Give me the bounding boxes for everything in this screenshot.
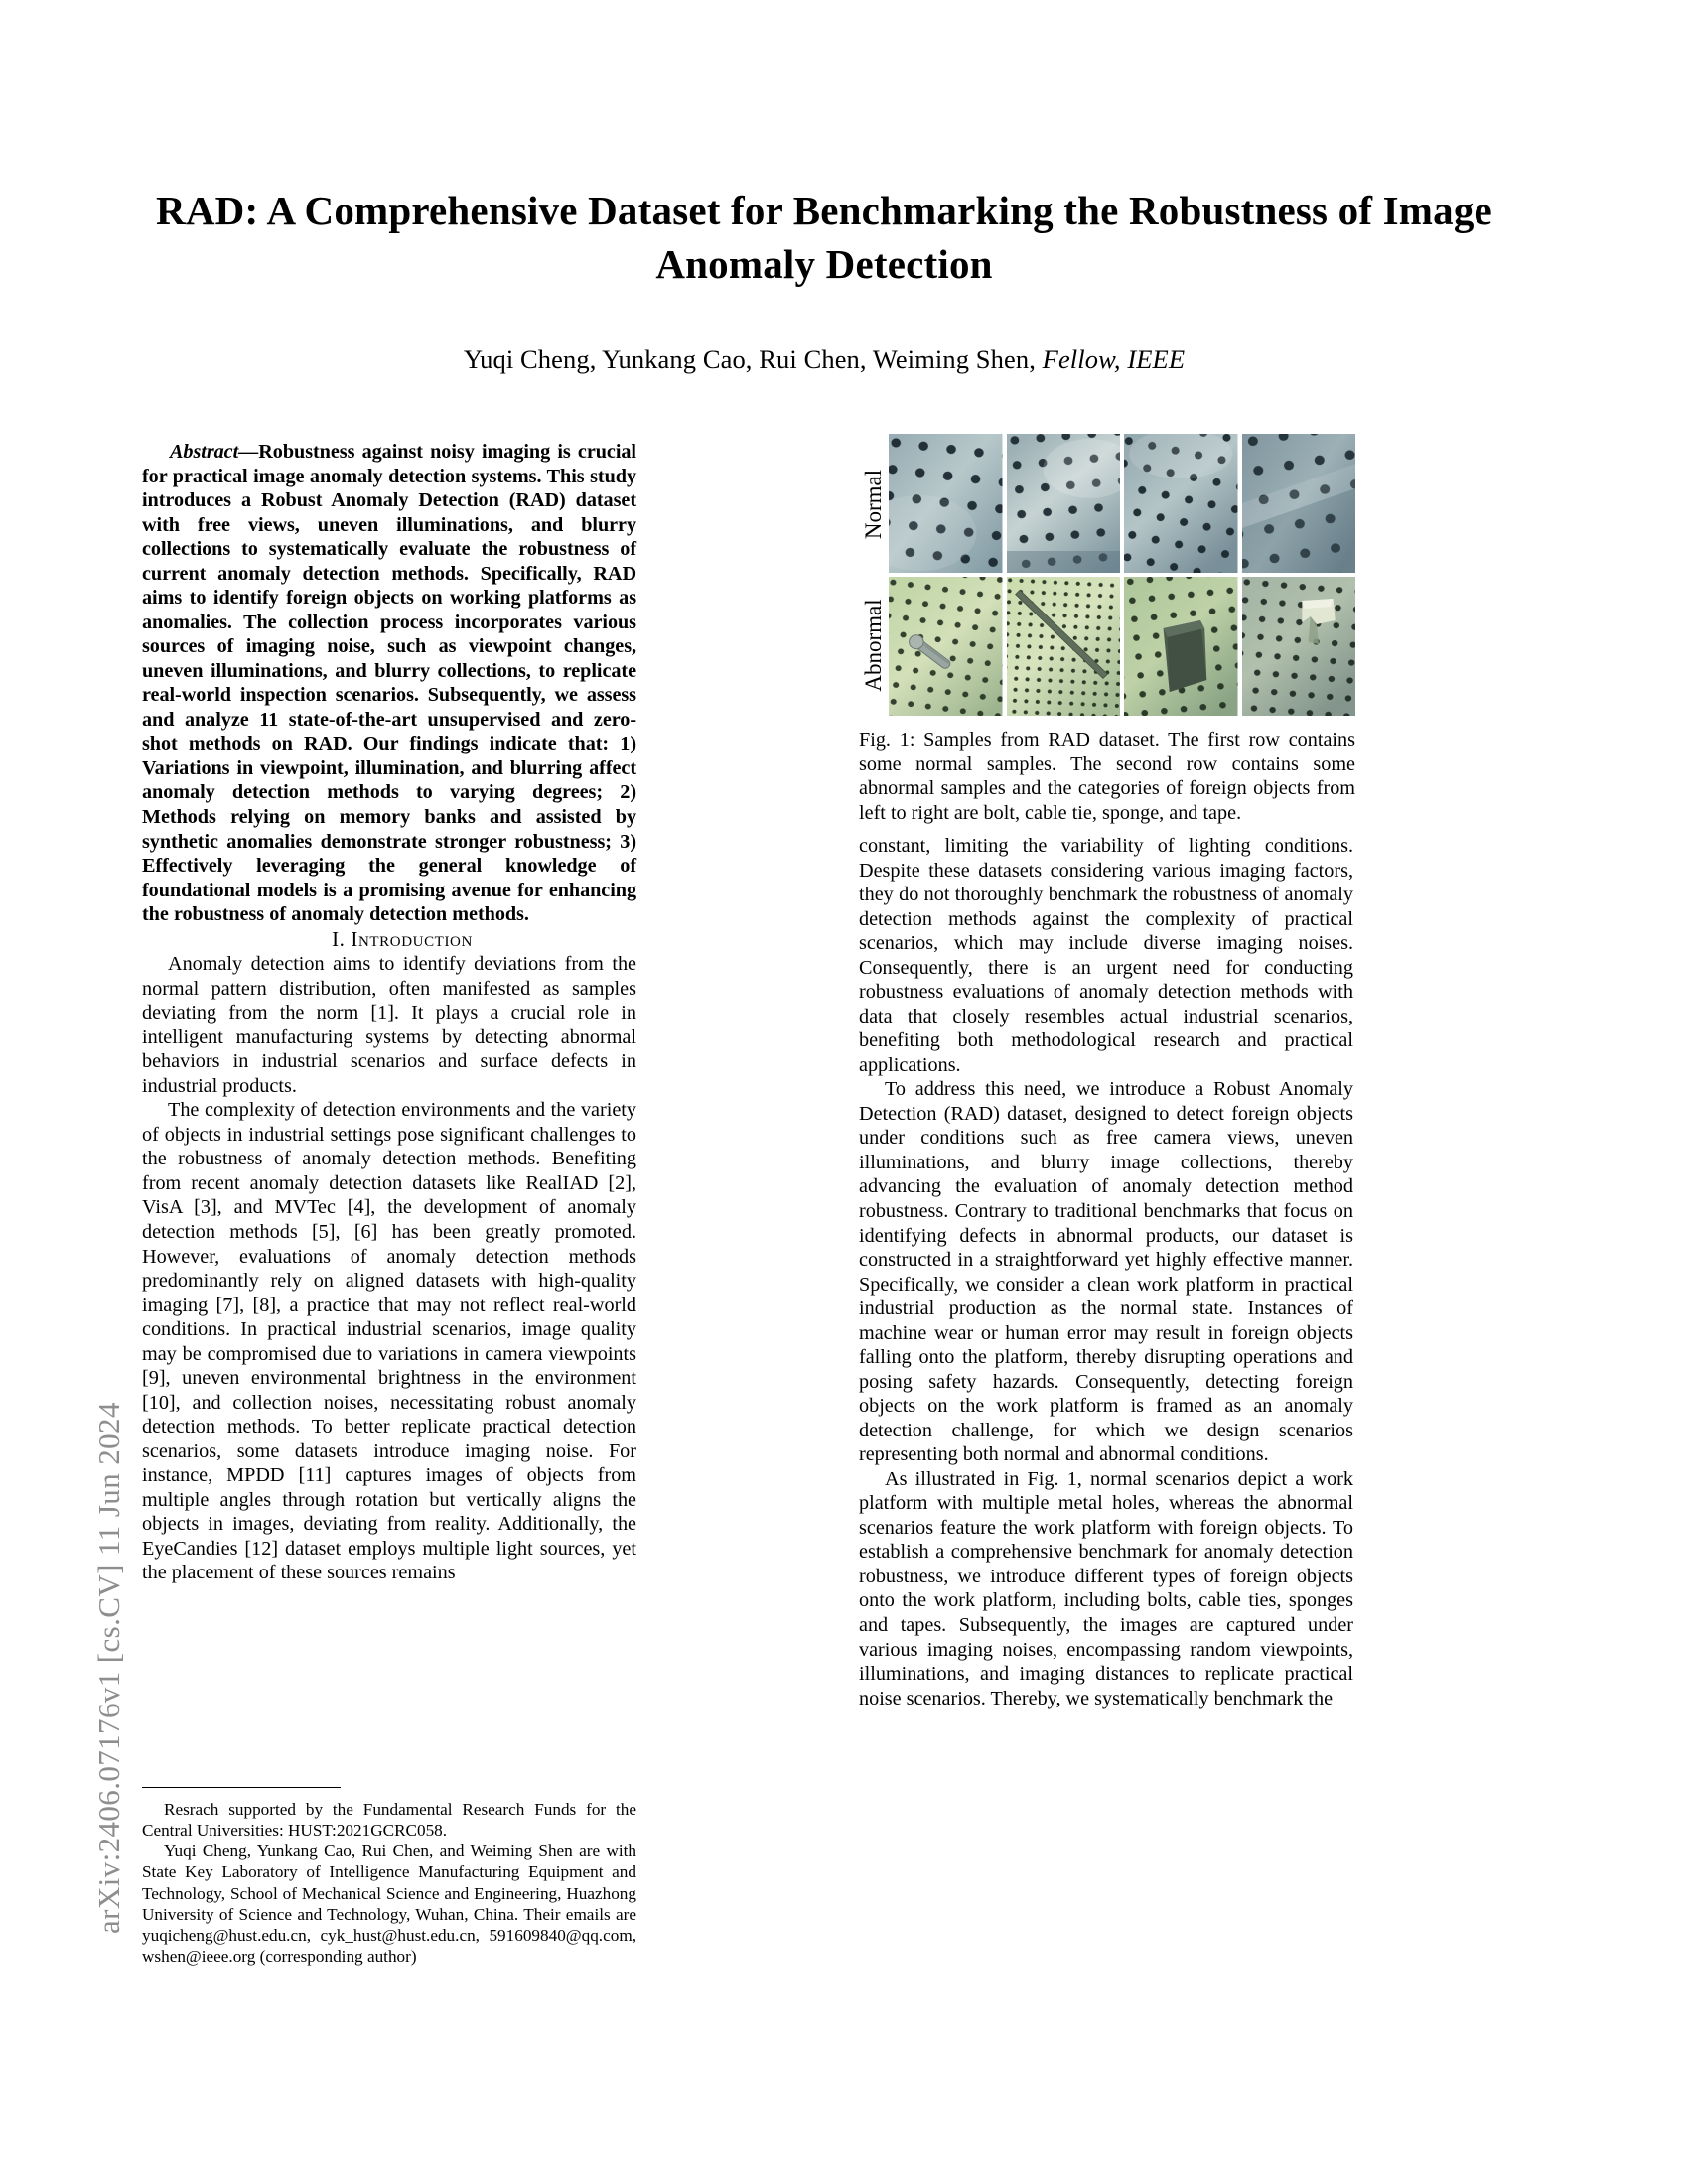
figure-row-abnormal — [889, 577, 1355, 716]
body-paragraph: Anomaly detection aims to identify deviations from the normal pattern distribution, often manifested as samples deviating from the norm [1]. It plays a crucial role in intelligent manufacturing systems by detecting abnormal behaviors in industrial scenarios and surface defects in industrial products. — [142, 953, 636, 1097]
figure-row-label-normal-text: Normal — [861, 469, 886, 540]
figure-row-label-abnormal-text: Abnormal — [861, 599, 886, 692]
author-line — [119, 344, 1529, 375]
body-paragraph: constant, limiting the variability of lighting conditions. Despite these datasets considering various imaging factors, they do not thoroughly benchmark the robustness of anomaly detection methods against the complexity of practical scenarios, which may include diverse imaging noises. Consequently, there is an urgent need for conducting robustness evaluations of anomaly detection methods with data that closely resembles actual industrial scenarios, benefiting both methodological research and practical applications. — [859, 835, 1353, 1076]
footnote-funding: Resrach supported by the Fundamental Research Funds for the Central Universities: HUST:2021GCRC058. — [142, 1800, 636, 1841]
body-paragraph: The complexity of detection environments and the variety of objects in industrial settings pose significant challenges to the robustness of anomaly detection methods. Benefiting from recent anomaly detection datasets like RealIAD [2], VisA [3], and MVTec [4], the development of anomaly detection methods [5], [6] has been greatly promoted. However, evaluations of anomaly detection methods predominantly rely on aligned datasets with high-quality imaging [7], [8], a practice that may not reflect real-world conditions. In practical industrial scenarios, image quality may be compromised due to variations in camera viewpoints [9], uneven environmental brightness in the environment [10], and collection noises, necessitating robust anomaly detection methods. To better replicate practical detection scenarios, some datasets introduce imaging noise. For instance, MPDD [11] captures images of objects from multiple angles through rotation but vertically aligns the objects in images, deviating from reality. Additionally, the EyeCandies [12] dataset employs multiple light sources, yet the placement of these sources remains — [142, 1099, 636, 1584]
title-block — [119, 184, 1529, 291]
abstract-body: Robustness against noisy imaging is crucial for practical image anomaly detection systems. This study introduces a Robust Anomaly Detection (RAD) dataset with free views, uneven illuminations, and blurry collections to systematically evaluate the robustness of current anomaly detection methods. Specifically, RAD aims to identify foreign objects on working platforms as anomalies. The collection process incorporates various sources of imaging noise, such as viewpoint changes, uneven illuminations, and blurry collections, to replicate real-world inspection scenarios. Subsequently, we assess and analyze 11 state-of-the-art unsupervised and zero-shot methods on RAD. Our findings indicate that: 1) Variations in viewpoint, illumination, and blurring affect anomaly detection methods to varying degrees; 2) Methods relying on memory banks and assisted by synthetic anomalies demonstrate stronger robustness; 3) Effectively leveraging the general knowledge of foundational models is a promising avenue for enhancing the robustness of anomaly detection methods. — [142, 441, 636, 926]
arxiv-identifier-text: arXiv:2406.07176v1 [cs.CV] 11 Jun 2024 — [91, 1402, 126, 1934]
sample-image-normal-4 — [1242, 434, 1356, 573]
figure-row-labels — [859, 434, 889, 716]
sample-image-abnormal-tape — [1242, 577, 1356, 716]
sample-image-normal-1 — [889, 434, 1003, 573]
footnote-separator-rule — [142, 1787, 341, 1788]
footnote-affiliation: Yuqi Cheng, Yunkang Cao, Rui Chen, and Weiming Shen are with State Key Laboratory of Intelligence Manufacturing Equipment and Technology, School of Mechanical Science and Engineering, Huazhong University of Science and Technology, Wuhan, China. Their emails are yuqicheng@hust.edu.cn, cyk_hust@hust.edu.cn, 591609840@qq.com, wshen@ieee.org (corresponding author) — [142, 1842, 636, 1967]
sample-image-abnormal-cable-tie — [1007, 577, 1121, 716]
left-column — [142, 440, 636, 1585]
right-column — [859, 834, 1353, 1710]
abstract-label: Abstract— — [170, 441, 259, 463]
figure-row-normal — [889, 434, 1355, 573]
body-paragraph: As illustrated in Fig. 1, normal scenarios depict a work platform with multiple metal holes, whereas the abnormal scenarios feature the work platform with foreign objects. To establish a comprehensive benchmark for anomaly detection robustness, we introduce different types of foreign objects onto the work platform, including bolts, cable ties, sponges and tapes. Subsequently, the images are captured under various imaging noises, encompassing random viewpoints, illuminations, and imaging distances to replicate practical noise scenarios. Thereby, we systematically benchmark the — [859, 1467, 1353, 1709]
footnote-block — [142, 1799, 636, 1967]
figure-caption: Fig. 1: Samples from RAD dataset. The first row contains some normal samples. The second row contains some abnormal samples and the categories of foreign objects from left to right are bolt, cable tie, sponge, and tape. — [859, 729, 1355, 824]
sample-image-normal-2 — [1007, 434, 1121, 573]
figure-image-grid — [889, 434, 1355, 716]
body-paragraph: To address this need, we introduce a Robust Anomaly Detection (RAD) dataset, designed to detect foreign objects under conditions such as free camera views, uneven illuminations, and blurry image collections, thereby advancing the evaluation of anomaly detection method robustness. Contrary to traditional benchmarks that focus on identifying defects in abnormal products, our dataset is constructed in a straightforward yet highly effective manner. Specifically, we consider a clean work platform in practical industrial production as the normal state. Instances of machine wear or human error may result in foreign objects falling onto the platform, thereby disrupting operations and posing safety hazards. Consequently, detecting foreign objects on the work platform is framed as an anomaly detection challenge, for which we design scenarios representing both normal and abnormal conditions. — [859, 1078, 1353, 1466]
figure-1 — [859, 434, 1355, 825]
figure-grid — [859, 434, 1355, 716]
author-fellow-grade: Fellow, IEEE — [1042, 344, 1186, 374]
figure-row-label-normal — [859, 434, 889, 575]
figure-row-label-abnormal — [859, 575, 889, 716]
section-heading-introduction: I. Introduction — [332, 926, 473, 951]
author-names: Yuqi Cheng, Yunkang Cao, Rui Chen, Weiming Shen, — [463, 344, 1036, 374]
sample-image-normal-3 — [1124, 434, 1238, 573]
sample-image-abnormal-bolt — [889, 577, 1003, 716]
page-title: RAD: A Comprehensive Dataset for Benchmarking the Robustness of Image Anomaly Detection — [156, 188, 1492, 288]
abstract-paragraph — [142, 440, 636, 927]
sample-image-abnormal-sponge — [1124, 577, 1238, 716]
